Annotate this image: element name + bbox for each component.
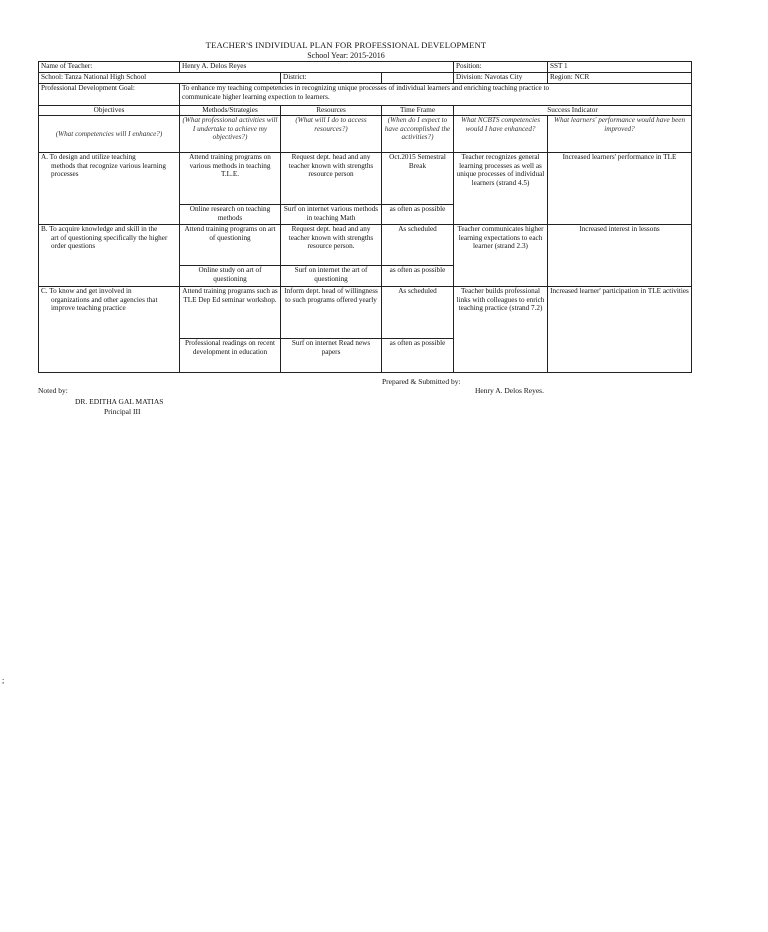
objective-c-resource-1: Inform dept. head of willingness to such programs offered yearly [281, 287, 382, 339]
objective-b-method-2: Online study on art of questioning [180, 266, 281, 287]
stray-mark: ; [2, 676, 5, 685]
objective-a-row-1 [39, 153, 692, 205]
q-learners: What learners' performance would have been improved? [548, 116, 692, 153]
col-success: Success Indicator [454, 106, 692, 116]
objective-b-line-2: art of questioning specifically the higher order questions [51, 233, 168, 251]
objective-c-resource-2: Surf on internet Read news papers [281, 339, 382, 373]
objective-b [39, 225, 180, 287]
col-objectives: Objectives [39, 106, 180, 116]
objective-a-line-2: methods that recognize various learning processes [51, 161, 166, 179]
objective-b-time-1: As scheduled [382, 225, 454, 266]
col-resources: Resources [281, 106, 382, 116]
objective-b-line-1: B. To acquire knowledge and skill in the [41, 225, 158, 233]
plan-table [38, 61, 692, 373]
position-value: SST 1 [548, 62, 692, 73]
objective-c-method-2: Professional readings on recent development in education [180, 339, 281, 373]
document-title: TEACHER'S INDIVIDUAL PLAN FOR PROFESSIONAL DEVELOPMENT [205, 40, 487, 50]
position-label: Position: [454, 62, 548, 73]
school-row [39, 73, 692, 84]
name-label: Name of Teacher: [39, 62, 180, 73]
objective-c-time-2: as often as possible [382, 339, 454, 373]
objective-a-time-1: Oct.2015 Semestral Break [382, 153, 454, 205]
objective-b-learners: Increased interest in lessons [548, 225, 692, 287]
district-value [382, 73, 454, 84]
school-label: School: [41, 73, 63, 81]
q-objectives: (What competencies will I enhance?) [39, 116, 180, 153]
objective-a-time-2: as often as possible [382, 205, 454, 225]
goal-label: Professional Development Goal: [39, 84, 180, 106]
objective-c-method-1: Attend training programs such as TLE Dep Ed seminar workshop. [180, 287, 281, 339]
goal-row [39, 84, 692, 106]
objective-c-ncbts: Teacher builds professional links with colleagues to enrich teaching practice (strand 7.2) [454, 287, 548, 373]
objective-b-resource-2: Surf on internet the art of questioning [281, 266, 382, 287]
noted-title: Principal III [104, 407, 141, 416]
division-label: Division: [456, 73, 483, 81]
school-cell [39, 73, 281, 84]
goal-line-1: To enhance my teaching competencies in recognizing unique processes of individual learners and enriching teaching practice to [182, 84, 550, 92]
region-label: Region: [550, 73, 573, 81]
q-resources: (What will I do to access resources?) [281, 116, 382, 153]
objective-a-resource-1: Request dept. head and any teacher known with strengths resource person [281, 153, 382, 205]
goal-value [180, 84, 692, 106]
name-value: Henry A. Delos Reyes [180, 62, 454, 73]
school-year: School Year: 2015-2016 [307, 51, 385, 60]
objective-b-ncbts: Teacher communicates higher learning expectations to each learner (strand 2.3) [454, 225, 548, 287]
objective-c [39, 287, 180, 373]
school-value: Tanza National High School [64, 73, 147, 81]
objective-a-learners: Increased learners' performance in TLE [548, 153, 692, 225]
objective-c-line-2: organizations and other agencies that improve teaching practice [51, 295, 158, 313]
q-timeframe: (When do I expect to have accomplished the activities?) [382, 116, 454, 153]
objective-c-learners: Increased learner' participation in TLE activities [548, 287, 692, 373]
noted-name: DR. EDITHA GAL MATIAS [75, 397, 164, 406]
column-header-row [39, 106, 692, 116]
objective-b-row-1 [39, 225, 692, 266]
objective-a-resource-2: Surf on internet various methods in teaching Math [281, 205, 382, 225]
region-cell [548, 73, 692, 84]
objective-a-method-2: Online research on teaching methods [180, 205, 281, 225]
objective-a-method-1: Attend training programs on various methods in teaching T.L.E. [180, 153, 281, 205]
objective-c-row-1 [39, 287, 692, 339]
objective-c-line-1: C. To know and get involved in [41, 287, 132, 295]
goal-line-2: communicate higher learning expection to learners. [182, 92, 330, 101]
column-question-row [39, 116, 692, 153]
prepared-name: Henry A. Delos Reyes. [475, 386, 544, 395]
district-label: District: [281, 73, 382, 84]
col-timeframe: Time Frame [382, 106, 454, 116]
region-value: NCR [574, 73, 590, 81]
objective-c-time-1: As scheduled [382, 287, 454, 339]
q-methods: (What professional activities will I undertake to achieve my objectives?) [180, 116, 281, 153]
noted-label: Noted by: [38, 386, 68, 395]
division-value: Navotas City [484, 73, 523, 81]
objective-a-ncbts: Teacher recognizes general learning processes as well as unique processes of individual learners (strand 4.5) [454, 153, 548, 225]
col-methods: Methods/Strategies [180, 106, 281, 116]
objective-b-resource-1: Request dept. head and any teacher known with strengths resource person. [281, 225, 382, 266]
division-cell [454, 73, 548, 84]
objective-a [39, 153, 180, 225]
q-ncbts: What NCBTS competencies would I have enhanced? [454, 116, 548, 153]
teacher-row [39, 62, 692, 73]
objective-b-time-2: as often as possible [382, 266, 454, 287]
prepared-label: Prepared & Submitted by: [382, 377, 461, 386]
objective-b-method-1: Attend training programs on art of questioning [180, 225, 281, 266]
objective-a-line-1: A. To design and utilize teaching [41, 153, 136, 161]
